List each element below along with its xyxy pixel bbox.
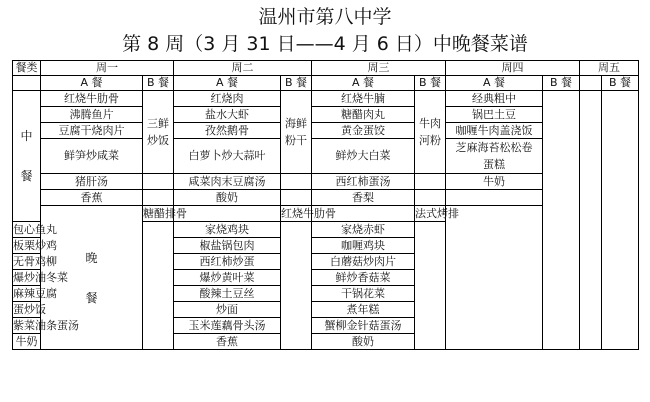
empty-cell <box>446 254 543 270</box>
menu-item: 玉米莲藕骨头汤 <box>174 318 281 334</box>
empty-cell <box>602 286 639 302</box>
menu-item: 孜然鹅骨 <box>174 123 281 139</box>
menu-item: 咸菜肉末豆腐汤 <box>174 174 281 190</box>
empty-cell <box>446 222 543 238</box>
menu-item: 酸奶 <box>312 334 415 350</box>
empty-cell <box>580 270 602 286</box>
menu-item-line: 芝麻海苔松松卷 <box>455 141 533 154</box>
a-meal-header: A 餐 <box>446 76 543 91</box>
a-meal-header: A 餐 <box>312 76 415 91</box>
empty-cell <box>543 254 580 270</box>
school-title: 温州市第八中学 <box>258 6 392 28</box>
menu-item: 白蘑菇炒肉片 <box>312 254 415 270</box>
empty-cell <box>580 222 602 238</box>
menu-item: 鲜炒香菇菜 <box>312 270 415 286</box>
menu-item: 白萝卜炒大蒜叶 <box>174 139 281 174</box>
empty-cell <box>543 334 580 350</box>
day-header-mon: 周一 <box>41 61 174 76</box>
empty-cell <box>143 238 174 254</box>
lunch-row <box>13 123 639 139</box>
empty-cell <box>415 270 446 286</box>
b-meal-header: B 餐 <box>602 76 639 91</box>
empty-cell <box>580 139 602 174</box>
empty-cell <box>446 318 543 334</box>
empty-cell <box>543 286 580 302</box>
empty-cell <box>602 123 639 139</box>
empty-cell <box>143 302 174 318</box>
menu-item: 香蕉 <box>174 334 281 350</box>
menu-item: 无骨鸡柳 <box>13 254 57 268</box>
empty-cell <box>446 286 543 302</box>
empty-cell <box>602 174 639 190</box>
empty-cell <box>415 254 446 270</box>
empty-cell <box>602 206 639 222</box>
empty-cell <box>281 318 312 334</box>
lunch-label-char: 中 <box>20 129 33 143</box>
b-meal-item: 牛肉河粉 <box>415 91 446 174</box>
menu-item <box>446 139 543 174</box>
empty-cell <box>281 286 312 302</box>
empty-cell <box>143 286 174 302</box>
menu-item: 沸腾鱼片 <box>41 107 143 123</box>
empty-cell <box>415 318 446 334</box>
empty-cell <box>143 318 174 334</box>
day-header-thu: 周四 <box>446 61 580 76</box>
blank-cell <box>13 76 41 91</box>
menu-item: 豆腐干烧肉片 <box>41 123 143 139</box>
empty-cell <box>580 174 602 190</box>
menu-item: 红烧肉 <box>174 91 281 107</box>
empty-cell <box>415 238 446 254</box>
menu-item: 红烧牛肋骨 <box>41 91 143 107</box>
menu-item: 麻辣豆腐 <box>13 286 57 300</box>
empty-cell <box>543 174 580 190</box>
empty-cell <box>580 91 602 107</box>
header-row <box>13 61 639 76</box>
empty-cell <box>415 222 446 238</box>
menu-item: 蟹柳金针菇蛋汤 <box>312 318 415 334</box>
empty-cell <box>602 334 639 350</box>
menu-item: 咖喱牛肉盖浇饭 <box>446 123 543 139</box>
menu-item: 酸辣土豆丝 <box>174 286 281 302</box>
empty-cell <box>543 302 580 318</box>
empty-cell <box>415 286 446 302</box>
empty-cell <box>602 302 639 318</box>
empty-cell <box>143 270 174 286</box>
lunch-row <box>13 139 639 174</box>
empty-cell <box>543 190 580 206</box>
day-header-fri: 周五 <box>580 61 639 76</box>
empty-cell <box>543 222 580 238</box>
empty-cell <box>143 334 174 350</box>
dinner-row <box>13 206 639 222</box>
empty-cell <box>580 107 602 123</box>
empty-cell <box>446 238 543 254</box>
menu-item: 干锅花菜 <box>312 286 415 302</box>
menu-item: 经典粗中 <box>446 91 543 107</box>
menu-item: 红烧牛肋骨 <box>281 206 336 220</box>
meal-type-header: 餐类 <box>13 61 41 76</box>
empty-cell <box>415 190 446 206</box>
dinner-label-char: 餐 <box>85 290 98 305</box>
empty-cell <box>446 302 543 318</box>
empty-cell <box>543 318 580 334</box>
empty-cell <box>602 107 639 123</box>
empty-cell <box>281 222 312 238</box>
empty-cell <box>602 270 639 286</box>
empty-cell <box>281 302 312 318</box>
menu-item: 糖醋肉丸 <box>312 107 415 123</box>
empty-cell <box>580 190 602 206</box>
menu-item: 家烧赤虾 <box>312 222 415 238</box>
menu-item: 黄金蛋饺 <box>312 123 415 139</box>
b-meal-header: B 餐 <box>143 76 174 91</box>
subheader-row <box>13 76 639 91</box>
empty-cell <box>415 302 446 318</box>
empty-cell <box>602 318 639 334</box>
dinner-label-char: 晚 <box>85 250 98 265</box>
b-meal-item: 三鲜炒饭 <box>143 91 174 174</box>
menu-item: 煮年糕 <box>312 302 415 318</box>
empty-cell <box>281 254 312 270</box>
menu-item: 香蕉 <box>41 190 143 206</box>
empty-cell <box>143 254 174 270</box>
empty-cell <box>174 206 281 222</box>
empty-cell <box>446 334 543 350</box>
menu-item: 鲜笋炒咸菜 <box>41 139 143 174</box>
empty-cell <box>580 206 602 222</box>
menu-item: 猪肝汤 <box>41 174 143 190</box>
b-meal-header: B 餐 <box>543 76 580 91</box>
menu-table <box>12 60 639 350</box>
empty-cell <box>543 139 580 174</box>
empty-cell <box>602 190 639 206</box>
empty-cell <box>602 91 639 107</box>
b-meal-header: B 餐 <box>415 76 446 91</box>
lunch-row <box>13 174 639 190</box>
menu-item: 紫菜油条蛋汤 <box>13 318 79 332</box>
empty-cell <box>281 270 312 286</box>
empty-cell <box>543 238 580 254</box>
empty-cell <box>446 190 543 206</box>
empty-cell <box>580 302 602 318</box>
a-meal-header: A 餐 <box>41 76 143 91</box>
empty-cell <box>543 91 580 107</box>
a-meal-header: A 餐 <box>174 76 281 91</box>
empty-cell <box>543 123 580 139</box>
menu-item: 包心鱼丸 <box>13 222 57 236</box>
menu-item: 酸奶 <box>174 190 281 206</box>
menu-item: 鲜炒大白菜 <box>312 139 415 174</box>
empty-cell <box>602 222 639 238</box>
lunch-row <box>13 190 639 206</box>
empty-cell <box>602 238 639 254</box>
lunch-row <box>13 91 639 107</box>
empty-cell <box>602 139 639 174</box>
empty-cell <box>415 174 446 190</box>
menu-item: 锅巴土豆 <box>446 107 543 123</box>
empty-cell <box>143 174 174 190</box>
empty-cell <box>543 206 580 222</box>
menu-item: 椒盐锅包肉 <box>174 238 281 254</box>
empty-cell <box>143 190 174 206</box>
menu-item-line: 蛋糕 <box>483 158 505 171</box>
day-header-wed: 周三 <box>312 61 446 76</box>
blank-cell <box>580 76 602 91</box>
empty-cell <box>281 190 312 206</box>
menu-item: 西红柿蛋汤 <box>312 174 415 190</box>
empty-cell <box>543 107 580 123</box>
menu-item: 板栗炒鸡 <box>13 238 57 252</box>
empty-cell <box>281 238 312 254</box>
empty-cell <box>580 238 602 254</box>
menu-item: 牛奶 <box>446 174 543 190</box>
empty-cell <box>580 123 602 139</box>
empty-cell <box>580 334 602 350</box>
b-meal-item: 海鲜粉干 <box>281 91 312 174</box>
menu-item: 爆炒油冬菜 <box>13 270 68 284</box>
empty-cell <box>446 206 543 222</box>
menu-item: 糖醋排骨 <box>143 206 187 220</box>
menu-item: 盐水大虾 <box>174 107 281 123</box>
empty-cell <box>415 334 446 350</box>
menu-item: 红烧牛腩 <box>312 91 415 107</box>
empty-cell <box>446 270 543 286</box>
empty-cell <box>281 334 312 350</box>
lunch-row <box>13 107 639 123</box>
lunch-label-char: 餐 <box>20 169 33 183</box>
menu-item: 西红柿炒蛋 <box>174 254 281 270</box>
menu-item: 爆炒黄叶菜 <box>174 270 281 286</box>
menu-item: 法式烤排 <box>415 206 459 220</box>
lunch-label <box>13 91 41 222</box>
menu-item: 牛奶 <box>13 334 41 350</box>
menu-item: 蛋炒饭 <box>13 302 46 316</box>
empty-cell <box>580 254 602 270</box>
empty-cell <box>281 174 312 190</box>
menu-subtitle: 第 8 周（3 月 31 日——4 月 6 日）中晚餐菜谱 <box>122 33 528 55</box>
day-header-tue: 周二 <box>174 61 312 76</box>
empty-cell <box>602 254 639 270</box>
empty-cell <box>543 270 580 286</box>
menu-item: 香梨 <box>312 190 415 206</box>
empty-cell <box>143 222 174 238</box>
menu-item: 咖喱鸡块 <box>312 238 415 254</box>
empty-cell <box>580 286 602 302</box>
menu-item: 炒面 <box>174 302 281 318</box>
menu-item: 家烧鸡块 <box>174 222 281 238</box>
b-meal-header: B 餐 <box>281 76 312 91</box>
empty-cell <box>580 318 602 334</box>
